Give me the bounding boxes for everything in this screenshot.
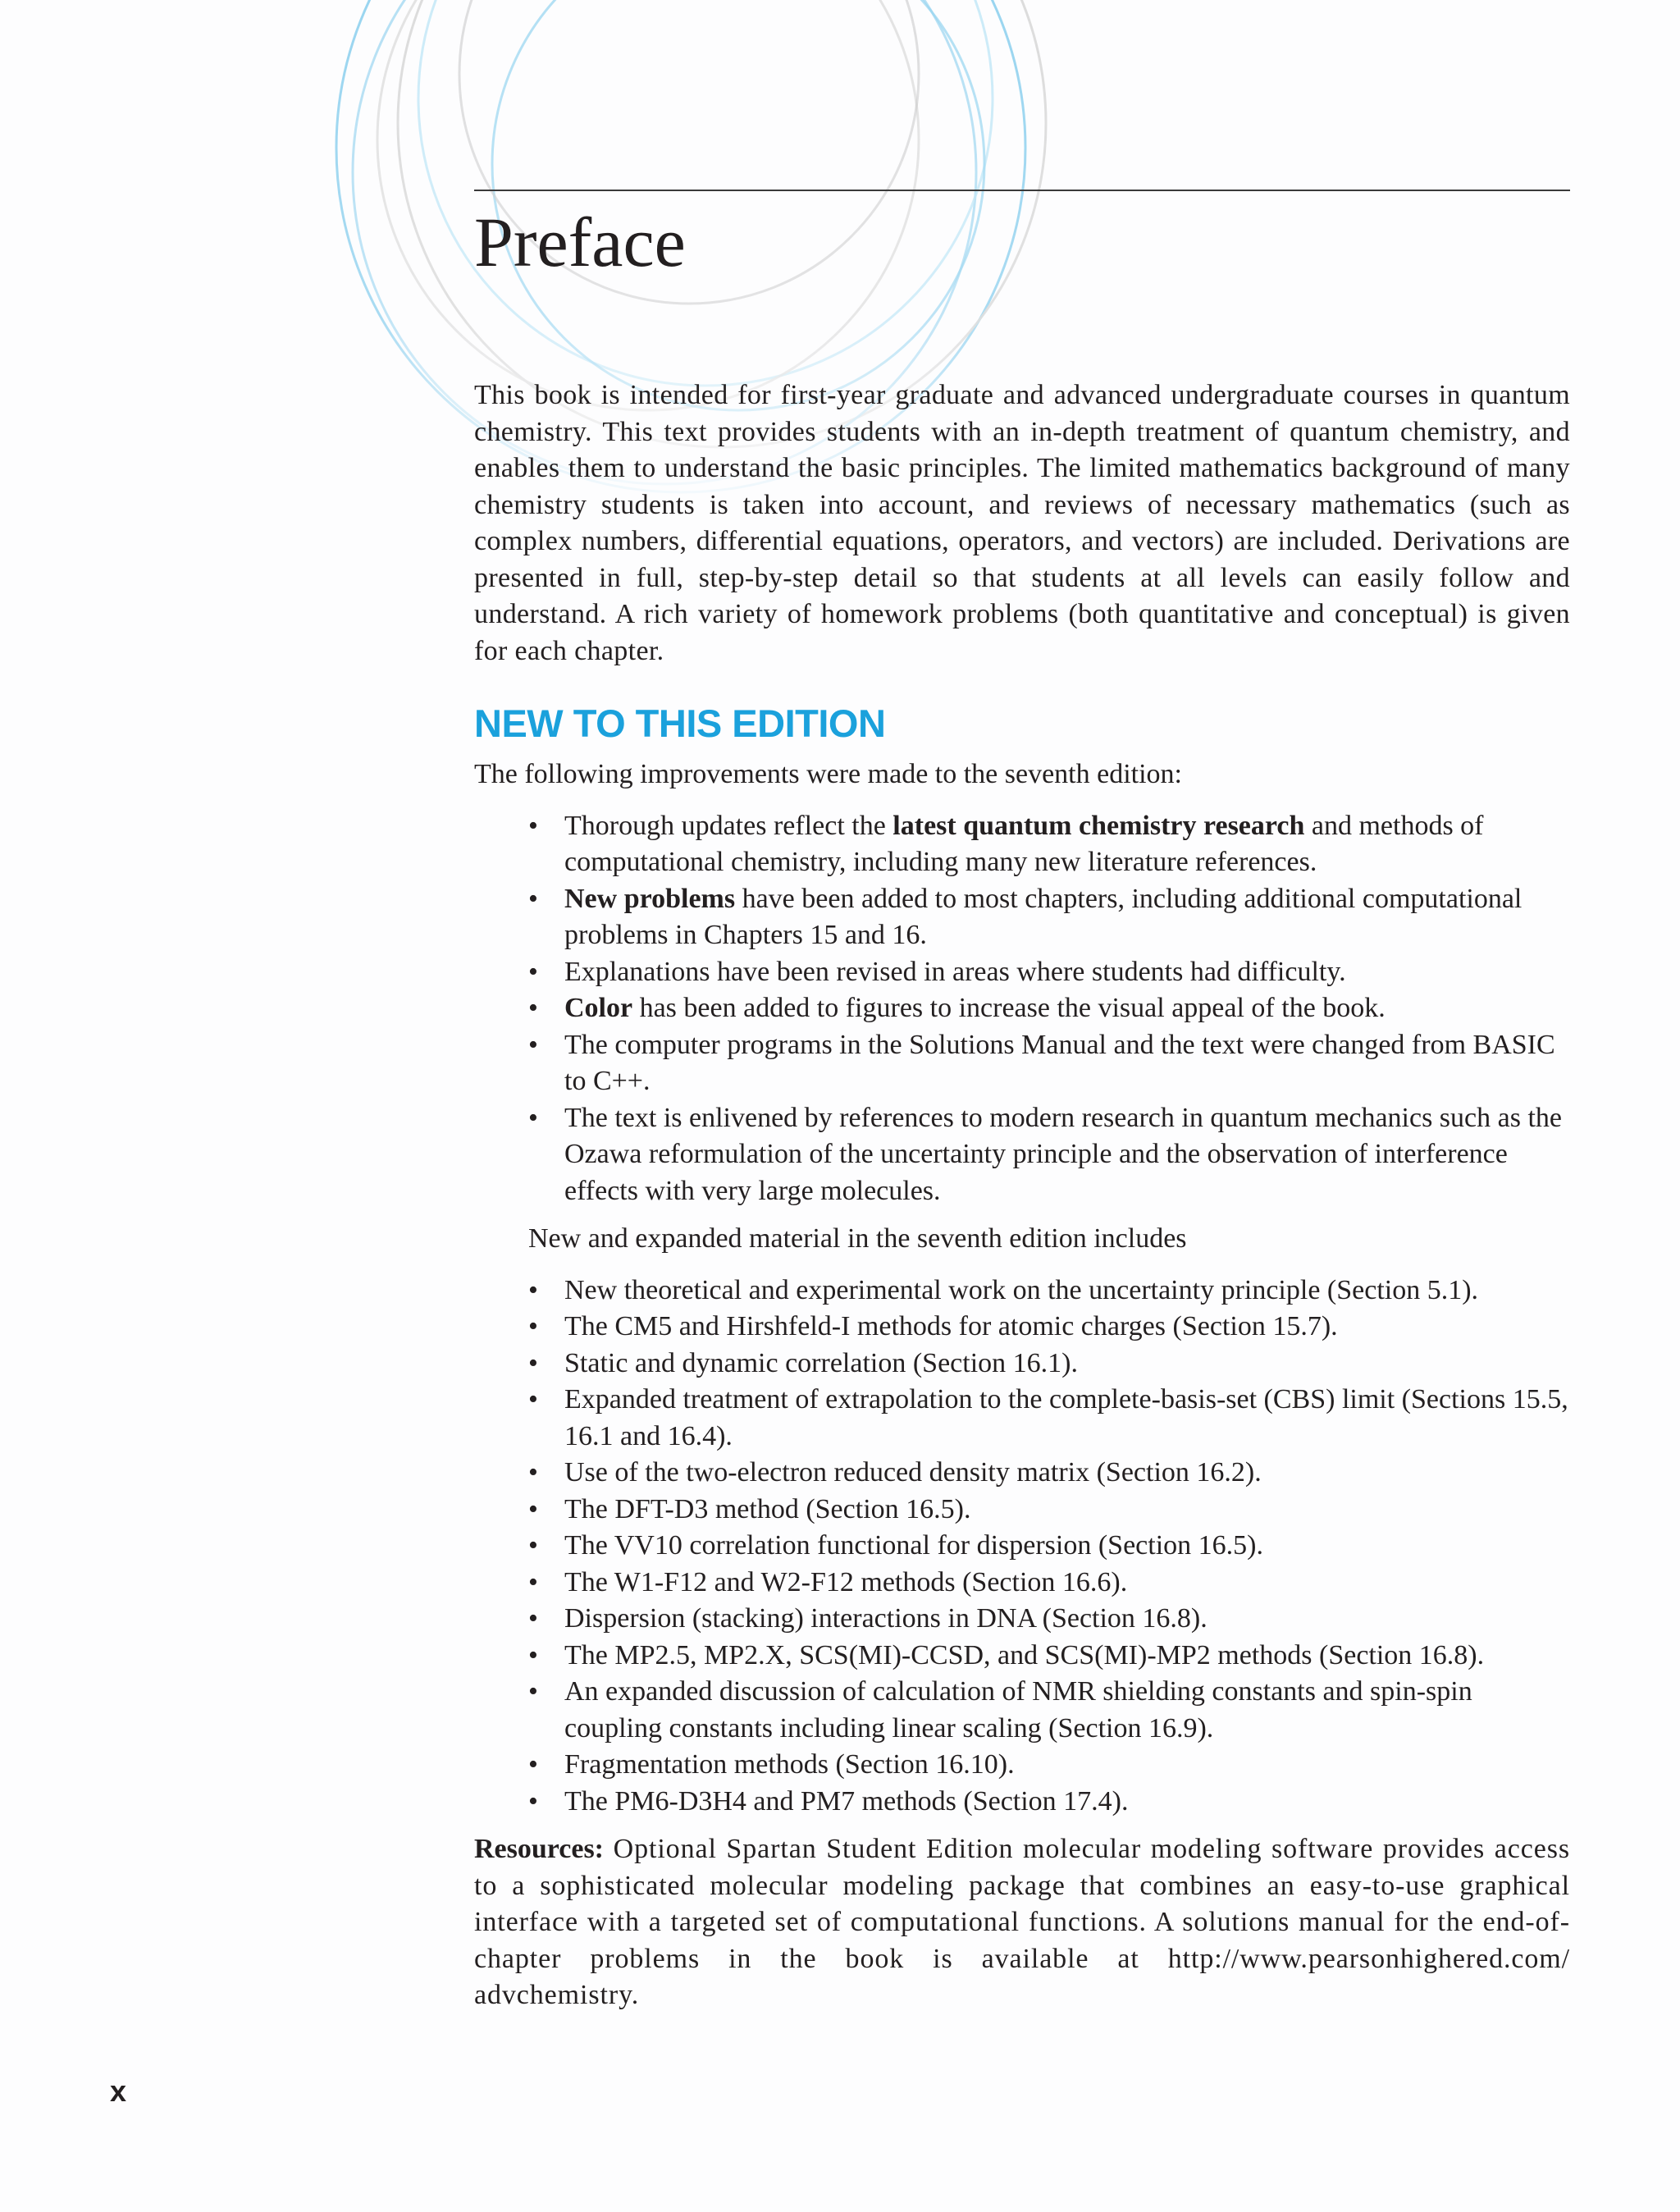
material-lead: New and expanded material in the seventh edition includes (528, 1223, 1187, 1254)
improvement-text-continued: and methods of computational chemistry, including many new literature references. (564, 810, 1484, 877)
material-item (528, 1638, 1570, 1675)
bullet-icon: • (528, 1274, 538, 1305)
bullet-icon: • (528, 1457, 538, 1488)
material-item (528, 1674, 1570, 1747)
resources-text: Optional Spartan Student Edition molecular modeling software provides access to a sophisticated molecular modeling package that combines an easy-to-use graphical interface with a targeted set of computational functions. A solutions manual for the end-of-chapter problems in the book is available at http://www.pearsonhighered.com/ advchemistry. (474, 1834, 1570, 2010)
bullet-icon: • (528, 1384, 538, 1414)
resources-paragraph (474, 1831, 1570, 2014)
improvement-emphasis: latest quantum chemistry research (892, 810, 1305, 841)
material-item (528, 1492, 1570, 1529)
material-text: Dispersion (stacking) interactions in DNA (Section 16.8). (564, 1603, 1208, 1634)
improvement-text: Thorough updates reflect the (564, 810, 893, 841)
improvement-item (528, 954, 1570, 991)
bullet-icon: • (528, 1639, 538, 1670)
material-text: Fragmentation methods (Section 16.10). (564, 1749, 1015, 1780)
material-item (528, 1747, 1570, 1784)
material-list (474, 1273, 1570, 1821)
material-text: Static and dynamic correlation (Section 16.1). (564, 1347, 1078, 1378)
improvement-item (528, 808, 1570, 881)
bullet-icon: • (528, 1603, 538, 1634)
bullet-icon: • (528, 1029, 538, 1060)
bullet-icon: • (528, 1493, 538, 1524)
bullet-icon: • (528, 1749, 538, 1780)
bullet-icon: • (528, 1785, 538, 1817)
improvement-text: The computer programs in the Solutions Manual and the text were changed from BASIC to C++. (564, 1029, 1555, 1096)
improvement-text-continued: have been added to most chapters, including additional computational problems in Chapters 15 and 16. (564, 883, 1522, 950)
material-item (528, 1455, 1570, 1492)
improvement-text-continued: has been added to figures to increase the visual appeal of the book. (632, 993, 1386, 1023)
material-text: Use of the two-electron reduced density matrix (Section 16.2). (564, 1457, 1262, 1488)
material-item (528, 1601, 1570, 1638)
improvement-item (528, 1027, 1570, 1100)
improvement-item (528, 1100, 1570, 1210)
material-text: The W1-F12 and W2-F12 methods (Section 16.6). (564, 1566, 1128, 1597)
material-item (528, 1784, 1570, 1821)
material-item (528, 1309, 1570, 1346)
material-text: The VV10 correlation functional for dispersion (Section 16.5). (564, 1530, 1263, 1561)
improvement-item (528, 990, 1570, 1027)
material-item (528, 1273, 1570, 1309)
bullet-icon: • (528, 1530, 538, 1561)
bullet-icon: • (528, 1566, 538, 1597)
improvement-item (528, 881, 1570, 954)
bullet-icon: • (528, 810, 538, 841)
material-text: An expanded discussion of calculation of NMR shielding constants and spin-spin coupling constants including linear scaling (Section 16.9). (564, 1676, 1472, 1744)
bullet-icon: • (528, 1676, 538, 1707)
material-text: New theoretical and experimental work on the uncertainty principle (Section 5.1). (564, 1274, 1479, 1305)
material-item (528, 1528, 1570, 1565)
material-item (528, 1382, 1570, 1455)
title-rule (474, 190, 1570, 191)
material-text: The CM5 and Hirshfeld-I methods for atomic charges (Section 15.7). (564, 1311, 1338, 1341)
bullet-icon: • (528, 956, 538, 987)
material-text: Expanded treatment of extrapolation to the complete-basis-set (CBS) limit (Sections 15.5, 16.1 and 16.4). (564, 1384, 1568, 1451)
section-heading: NEW TO THIS EDITION (474, 702, 886, 745)
bullet-icon: • (528, 1311, 538, 1341)
page-number: x (110, 2074, 127, 2108)
material-text: The DFT-D3 method (Section 16.5). (564, 1493, 971, 1524)
page-title: Preface (474, 203, 686, 281)
material-text: The PM6-D3H4 and PM7 methods (Section 17.4). (564, 1785, 1129, 1817)
improvement-text: The text is enlivened by references to modern research in quantum mechanics such as the Ozawa reformulation of the uncertainty principle and the observation of interference effects with very large molecules. (564, 1102, 1562, 1206)
improvement-emphasis: New problems (564, 883, 736, 914)
bullet-icon: • (528, 1347, 538, 1378)
improvement-emphasis: Color (564, 993, 633, 1023)
material-text: The MP2.5, MP2.X, SCS(MI)-CCSD, and SCS(MI)-MP2 methods (Section 16.8). (564, 1639, 1485, 1670)
improvements-list (474, 808, 1570, 1210)
material-item (528, 1346, 1570, 1382)
bullet-icon: • (528, 993, 538, 1023)
intro-paragraph: This book is intended for first-year graduate and advanced undergraduate courses in quantum chemistry. This text provides students with an in-depth treatment of quantum chemistry, and enables them to understand the basic principles. The limited mathematics background of many chemistry students is taken into account, and reviews of necessary mathematics (such as complex numbers, differential equations, operators, and vectors) are included. Derivations are presented in full, step-by-step detail so that students at all levels can easily follow and understand. A rich variety of homework problems (both quantitative and conceptual) is given for each chapter. (474, 380, 1570, 666)
improvement-text: Explanations have been revised in areas where students had difficulty. (564, 956, 1346, 987)
main-content (474, 377, 1570, 2014)
material-item (528, 1565, 1570, 1602)
bullet-icon: • (528, 1102, 538, 1133)
resources-label: Resources: (474, 1834, 604, 1864)
improvements-lead: The following improvements were made to the seventh edition: (474, 759, 1182, 789)
bullet-icon: • (528, 883, 538, 914)
